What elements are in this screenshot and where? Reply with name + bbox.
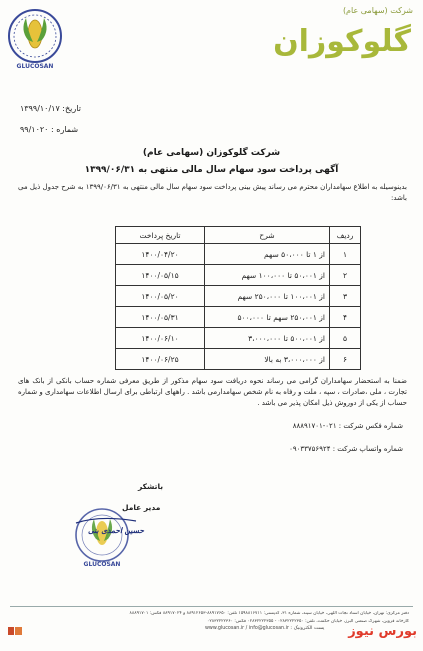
row-description: از ۵۰،۰۰۱ تا ۱۰۰،۰۰۰ سهم xyxy=(205,265,330,286)
table-row xyxy=(116,349,361,370)
company-title: شرکت گلوکوزان (سهامی عام) xyxy=(142,148,281,158)
dividend-schedule-table xyxy=(115,226,361,370)
row-description: از ۲۵۰،۰۰۱ سهم تا ۵۰۰،۰۰۰ xyxy=(205,307,330,328)
brand-subtitle: شرکت (سهامی عام) xyxy=(342,6,413,15)
header-row-number: ردیف xyxy=(330,227,361,244)
row-number: ۳ xyxy=(330,286,361,307)
table-row xyxy=(116,265,361,286)
signer-role: مدیر عامل xyxy=(122,503,161,512)
row-date: ۱۴۰۰/۰۴/۲۰ xyxy=(116,244,205,265)
row-description: از ۱ تا ۵۰،۰۰۰ سهم xyxy=(205,244,330,265)
header-payment-date: تاریخ پرداخت xyxy=(116,227,205,244)
svg-text:GLUCOSAN: GLUCOSAN xyxy=(83,561,121,568)
letter-number: شماره : ۹۹/۱۰۲۰ xyxy=(20,125,79,134)
row-number: ۴ xyxy=(330,307,361,328)
intro-paragraph: بدینوسیله به اطلاع سهامداران محترم می رساند پیش بینی پرداخت سود سهام سال مالی منتهی به ۱۳۹۹/۰۶/۳۱ به شرح جدول ذیل می باشد: xyxy=(18,183,407,202)
footer-address-office: دفتر مرکزی: تهران، خیابان استاد نجات اللهی، خیابان سپند، شماره ۳۱، کدپستی: ۱۵۹۸۸۱۶۷۱۱ تلفن: ۸۸۹۱۷۶۵۰-۸۸۹۱۲۶۵۳ و ۸۸۹۱۷۰۲۴ فکس: ۸۸۸۹۱۷۰۱ xyxy=(129,611,409,616)
fax-number: شماره فکس شرکت : ۰۲۱-۸۸۸۹۱۷۰۱ xyxy=(292,422,403,430)
brand-name: گلوکوزان xyxy=(273,24,411,59)
closing-thanks: باتشکر xyxy=(138,482,164,491)
table-header-row xyxy=(116,227,361,244)
row-description: از ۵۰۰،۰۰۱ تا ۳،۰۰۰،۰۰۰ xyxy=(205,328,330,349)
notice-paragraph: ضمنا به استحضار سهامداران گرامی می رساند نحوه دریافت سود سهام مذکور از طریق معرفی شماره حساب بانکی از بانک های تجارت ، ملی ،صادرات ، سپه ، ملت و رفاه به نام شخص سهامدارمی باشد . راههای ارتباطی برای ارسال اطلاعات سهامداری و شماره حساب از یکی از دوروش ذیل امکان پذیر می باشد . xyxy=(18,377,407,407)
header-description: شرح xyxy=(205,227,330,244)
table-row xyxy=(116,244,361,265)
row-date: ۱۴۰۰/۰۶/۲۵ xyxy=(116,349,205,370)
row-number: ۶ xyxy=(330,349,361,370)
table-row xyxy=(116,307,361,328)
row-date: ۱۴۰۰/۰۵/۲۰ xyxy=(116,286,205,307)
whatsapp-number: شماره واتساپ شرکت : ۰۹۰۳۳۷۵۶۹۲۴ xyxy=(289,445,403,453)
table-row xyxy=(116,286,361,307)
footer-divider xyxy=(10,606,413,607)
letter-date: تاریخ: ۱۳۹۹/۱۰/۱۷ xyxy=(20,104,81,113)
glucosan-logo-icon xyxy=(6,6,64,72)
row-number: ۲ xyxy=(330,265,361,286)
table-row xyxy=(116,328,361,349)
row-description: از ۳،۰۰۰،۰۰۰ به بالا xyxy=(205,349,330,370)
row-number: ۱ xyxy=(330,244,361,265)
watermark-text: بورس نیوز xyxy=(348,624,417,639)
certification-mark-icon xyxy=(8,626,22,636)
brand-block xyxy=(223,6,413,66)
row-date: ۱۴۰۰/۰۶/۱۰ xyxy=(116,328,205,349)
row-date: ۱۴۰۰/۰۵/۱۵ xyxy=(116,265,205,286)
svg-text:GLUCOSAN: GLUCOSAN xyxy=(16,63,54,70)
signer-name: حسین احمدی بنی xyxy=(88,526,144,535)
footer-address-factory: کارخانه قزوین، شهرک صنعتی البرز، خیابان حکمت، تلفن: ۰۲۸۳۲۲۲۲۳۵۰ - ۰۲۸۳۲۲۲۲۳۵۵ فکس: ۰۲۸۳۲۲۲۲۳۶۰ xyxy=(207,619,409,624)
announcement-title: آگهی پرداخت سود سهام سال مالی منتهی به ۱۳۹۹/۰۶/۳۱ xyxy=(84,165,339,175)
footer-web-email: www.glucosan.ir / info@glucosan.ir : پست الکترونیک xyxy=(205,626,325,631)
row-date: ۱۴۰۰/۰۵/۳۱ xyxy=(116,307,205,328)
company-stamp-icon xyxy=(70,505,140,569)
row-description: از ۱۰۰،۰۰۱ تا ۲۵۰،۰۰۰ سهم xyxy=(205,286,330,307)
row-number: ۵ xyxy=(330,328,361,349)
